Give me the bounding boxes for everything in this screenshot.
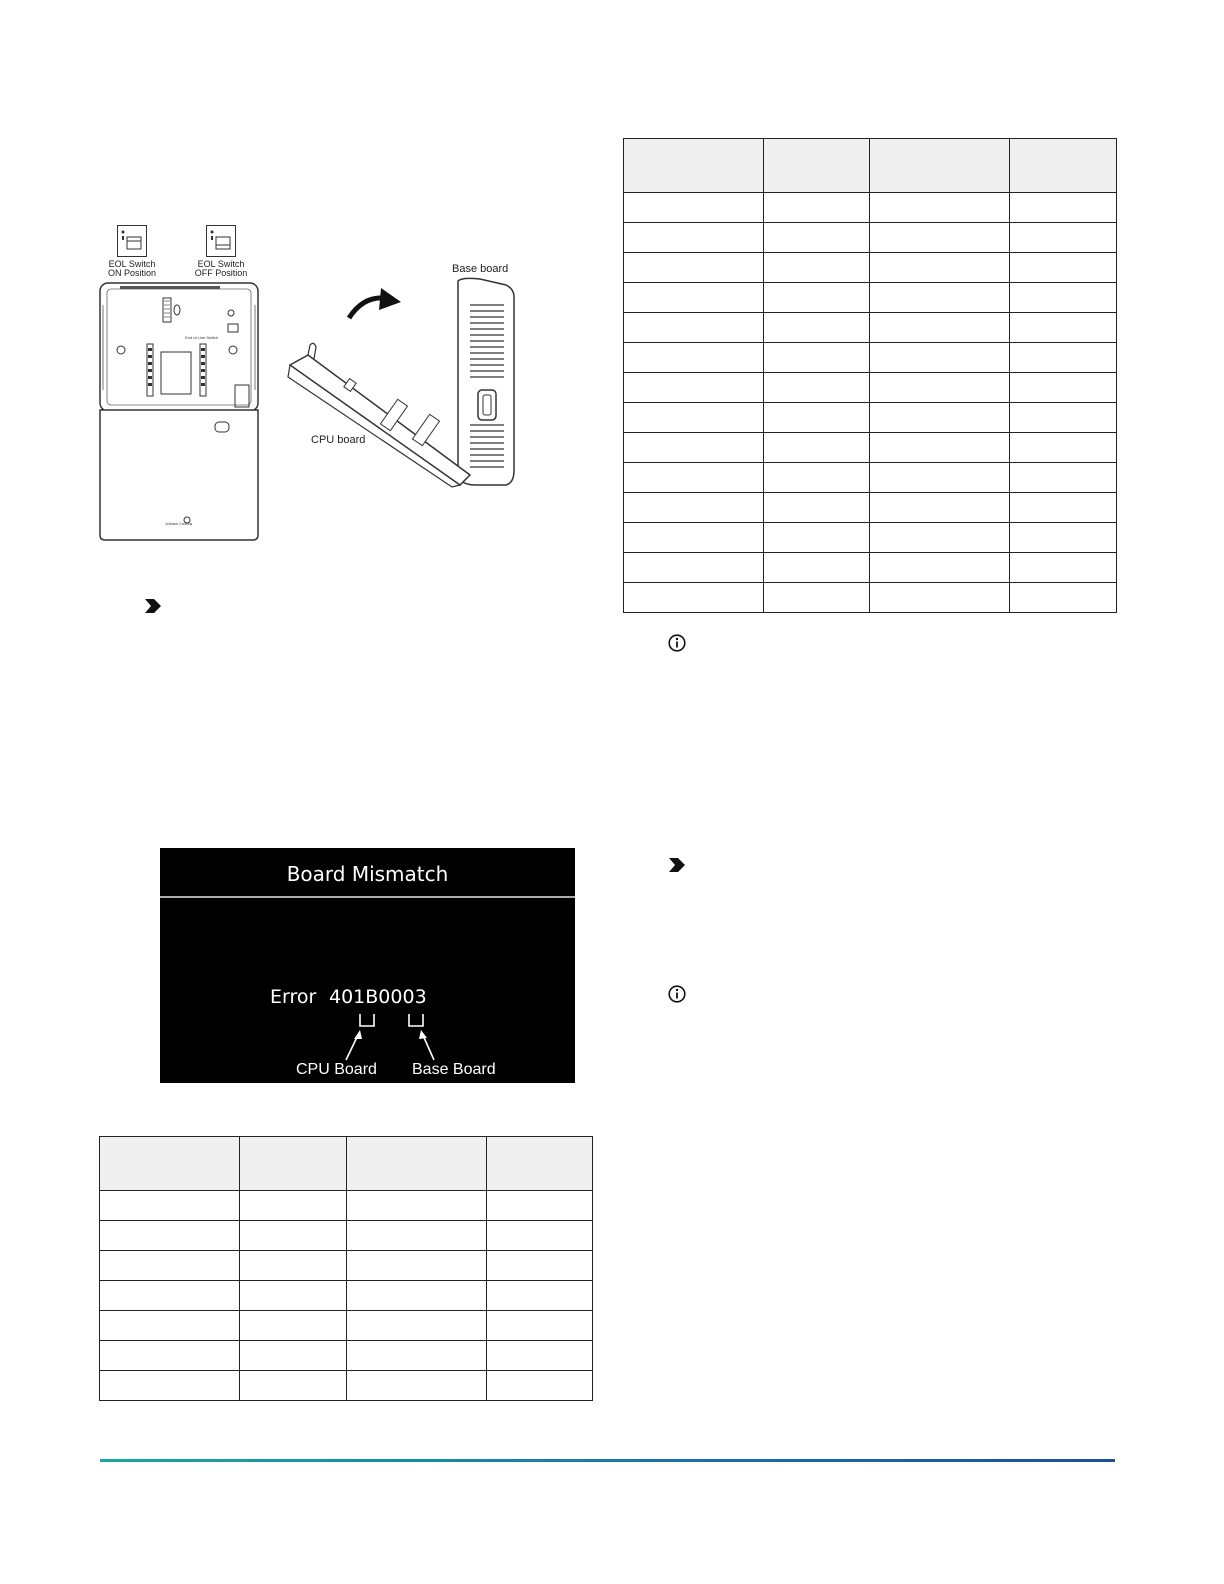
eol-switch-off-icon — [206, 225, 236, 257]
base-board-label: Base board — [452, 263, 509, 275]
table-row — [100, 1221, 593, 1251]
table-row — [100, 1191, 593, 1221]
base-board-caption: Base Board — [412, 1061, 496, 1078]
table-row — [624, 433, 1117, 463]
eol-switch-on-icon — [117, 225, 147, 257]
table-row — [100, 1341, 593, 1371]
error-label: Error — [270, 986, 317, 1008]
table-header-row — [100, 1137, 593, 1191]
table-header-row — [624, 139, 1117, 193]
table-row — [624, 313, 1117, 343]
eol-on-label: EOL Switch ON Position — [107, 259, 157, 278]
info-icon — [668, 634, 686, 652]
table-bottom-left — [99, 1136, 593, 1401]
table-top-right — [623, 138, 1117, 613]
table-row — [100, 1251, 593, 1281]
error-code: 401B0003 — [329, 986, 427, 1008]
table-row — [100, 1281, 593, 1311]
table-row — [624, 283, 1117, 313]
svg-text:Johnson Controls: Johnson Controls — [165, 522, 193, 526]
error-code-pointers — [160, 1008, 575, 1068]
svg-text:End of Line Switch: End of Line Switch — [185, 335, 219, 340]
table-row — [624, 403, 1117, 433]
table-row — [624, 373, 1117, 403]
footer-rule — [100, 1459, 1115, 1462]
table-row — [100, 1371, 593, 1401]
table-row — [624, 493, 1117, 523]
table-row — [624, 523, 1117, 553]
table-row — [624, 193, 1117, 223]
table-row — [100, 1311, 593, 1341]
cpu-board-label: CPU board — [311, 434, 366, 446]
table-row — [624, 463, 1117, 493]
chevron-right-icon — [669, 858, 685, 872]
eol-off-label: EOL Switch OFF Position — [194, 259, 248, 278]
table-row — [624, 343, 1117, 373]
table-row — [624, 253, 1117, 283]
table-row — [624, 223, 1117, 253]
table-row — [624, 583, 1117, 613]
chevron-right-icon — [145, 599, 161, 613]
thermostat-side-drawing — [280, 275, 525, 490]
cpu-board-caption: CPU Board — [296, 1061, 377, 1078]
table-row — [624, 553, 1117, 583]
thermostat-front-drawing — [95, 280, 265, 545]
screen-title: Board Mismatch — [160, 848, 575, 898]
device-figure — [95, 220, 525, 550]
board-mismatch-screen — [160, 848, 575, 1083]
info-icon — [668, 985, 686, 1003]
